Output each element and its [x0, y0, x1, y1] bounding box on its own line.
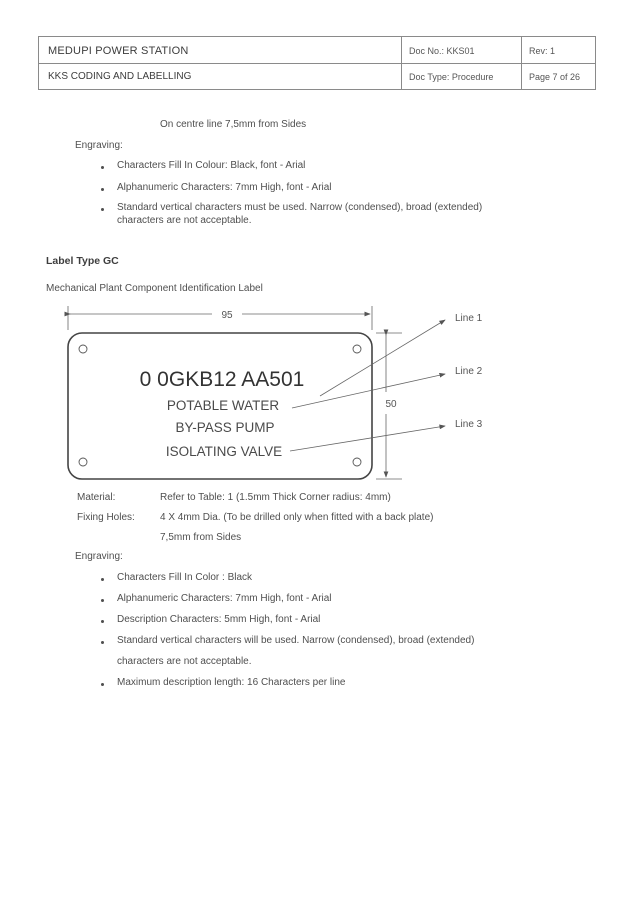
bullet-dot [101, 599, 104, 602]
bullet-dot [101, 578, 104, 581]
fixing-holes-value: 7,5mm from Sides [160, 532, 242, 543]
line-2-label: Line 2 [455, 366, 483, 377]
leader-line-1 [320, 320, 445, 396]
material-value: Refer to Table: 1 (1.5mm Thick Corner radius: 4mm) [160, 492, 391, 503]
bullet-text: Alphanumeric Characters: 7mm High, font - Arial [117, 593, 332, 604]
bullet-dot [101, 620, 104, 623]
bullet-text: characters are not acceptable. [117, 656, 252, 667]
bullet-text: Standard vertical characters must be used. Narrow (condensed), broad (extended) [117, 202, 483, 213]
leader-line-3 [290, 426, 445, 451]
fixing-hole [353, 345, 361, 353]
description-line-1: POTABLE WATER [166, 398, 280, 413]
revision: Rev: 1 [529, 46, 556, 56]
bullet-text: Standard vertical characters will be used. Narrow (condensed), broad (extended) [117, 635, 475, 646]
bullet-text: Description Characters: 5mm High, font - Arial [117, 614, 321, 625]
centre-line-note: On centre line 7,5mm from Sides [160, 119, 307, 130]
fixing-hole [79, 458, 87, 466]
material-label: Material: [77, 492, 116, 503]
section-description: Mechanical Plant Component Identification Label [46, 283, 263, 294]
description-line-2: BY-PASS PUMP [175, 420, 275, 435]
doc-type: Doc Type: Procedure [409, 72, 494, 82]
fixing-holes-label: Fixing Holes: [77, 512, 135, 523]
line-3-label: Line 3 [455, 419, 483, 430]
fixing-hole [353, 458, 361, 466]
bullet-text: Maximum description length: 16 Characters per line [117, 677, 346, 688]
engraving-label: Engraving: [75, 140, 123, 151]
description-line-3: ISOLATING VALVE [165, 444, 283, 459]
fixing-holes-value: 4 X 4mm Dia. (To be drilled only when fitted with a back plate) [160, 512, 434, 523]
bullet-dot [101, 683, 104, 686]
doc-number: Doc No.: KKS01 [409, 46, 475, 56]
line-1-label: Line 1 [455, 313, 483, 324]
engraving-label: Engraving: [75, 551, 123, 562]
height-dimension-value: 50 [385, 399, 397, 410]
bullet-text: Alphanumeric Characters: 7mm High, font - Arial [117, 182, 332, 193]
document-subtitle: KKS CODING AND LABELLING [48, 71, 192, 82]
bullet-text: Characters Fill In Colour: Black, font - Arial [117, 160, 306, 171]
bullet-dot [101, 641, 104, 644]
page-number: Page 7 of 26 [529, 72, 581, 82]
kks-code: 0 0GKB12 AA501 [139, 368, 305, 391]
leader-line-2 [292, 374, 445, 408]
bullet-text: Characters Fill In Color : Black [117, 572, 253, 583]
section-heading: Label Type GC [46, 255, 119, 267]
station-title: MEDUPI POWER STATION [48, 45, 189, 57]
fixing-hole [79, 345, 87, 353]
width-dimension-value: 95 [221, 310, 233, 321]
bullet-text: characters are not acceptable. [117, 215, 252, 226]
